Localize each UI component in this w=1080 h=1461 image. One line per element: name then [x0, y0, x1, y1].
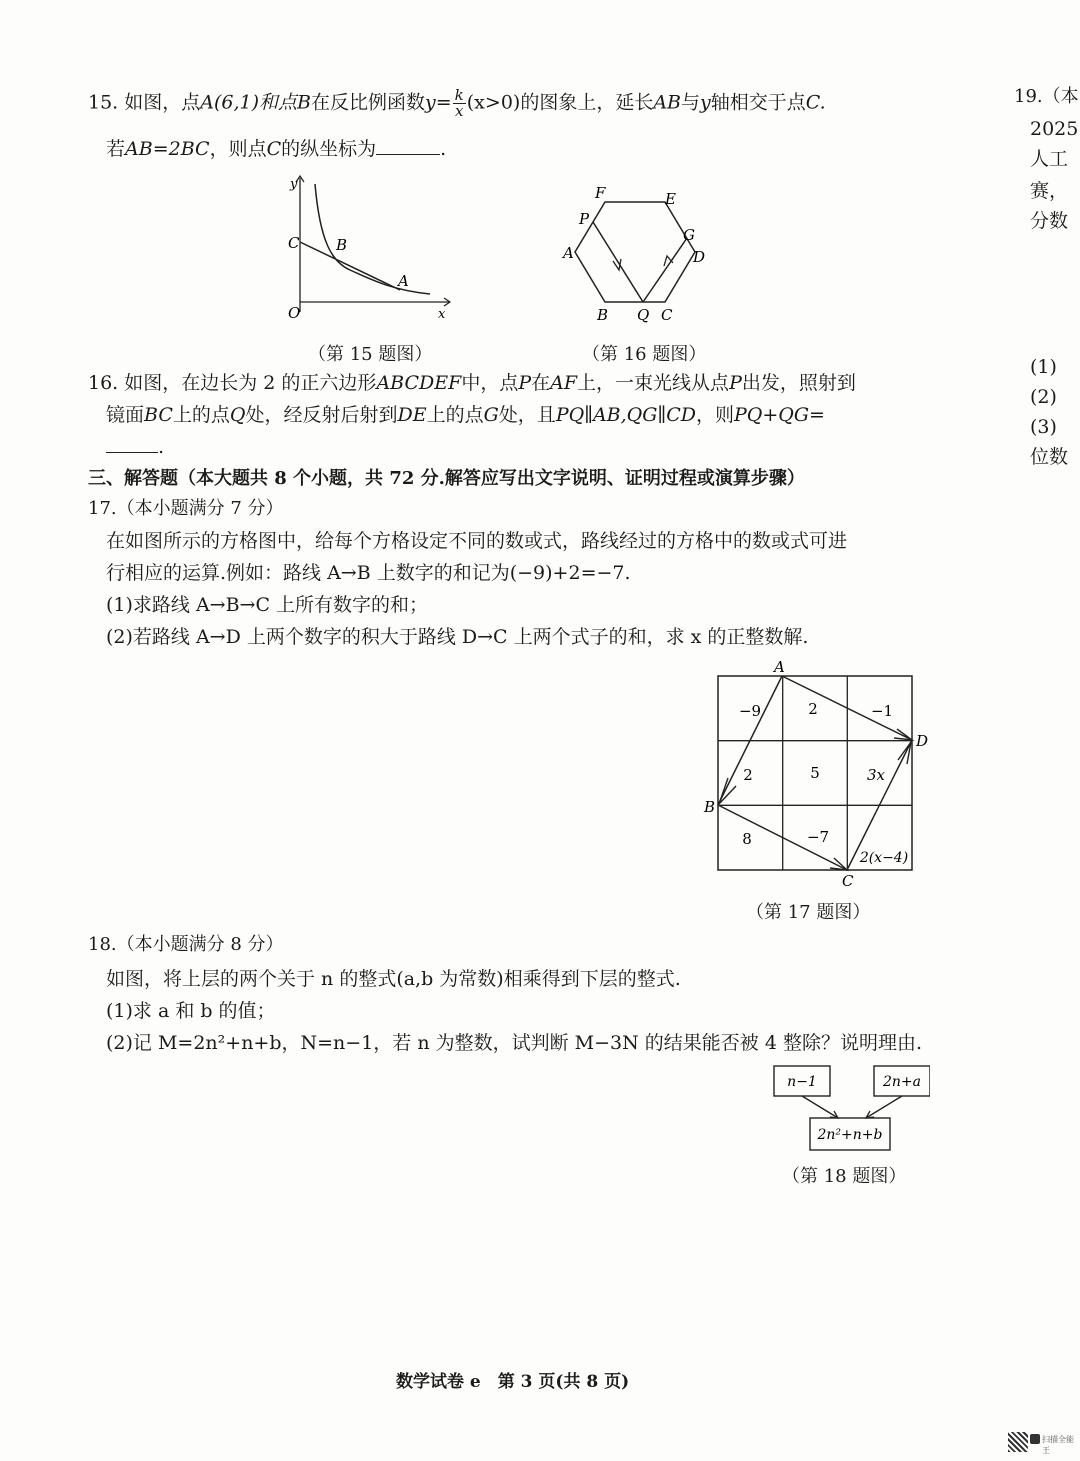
q18-head: 18.（本小题满分 8 分） [88, 934, 284, 955]
svg-text:E: E [665, 190, 676, 208]
svg-text:n−1: n−1 [787, 1074, 817, 1090]
label-b: B [336, 236, 348, 254]
svg-text:F: F [595, 184, 606, 202]
section-3-heading: 三、解答题（本大题共 8 个小题，共 72 分.解答应写出文字说明、证明过程或演算步骤） [88, 468, 805, 489]
q18-p1: 如图，将上层的两个关于 n 的整式(a,b 为常数)相乘得到下层的整式. [106, 968, 681, 990]
figure-18 [770, 1062, 930, 1158]
cell-0-1: 2 [808, 700, 818, 718]
point-d: D [916, 732, 929, 750]
scanner-logo-icon [1030, 1434, 1040, 1444]
svg-text:A: A [563, 244, 574, 262]
cell-0-2: −1 [870, 702, 894, 720]
caption-17: （第 17 题图） [746, 902, 871, 923]
cell-1-1: 5 [810, 764, 820, 782]
cell-2-0: 8 [742, 830, 752, 848]
label-a: A [398, 272, 409, 290]
point-c: C [842, 872, 854, 888]
cell-0-0: −9 [738, 702, 762, 720]
scanner-watermark: 扫描全能王 [1042, 1435, 1074, 1455]
q15-line1: 15. 如图，点A(6,1)和点B在反比例函数y= $\frac{k}{x}$ (x>0)的图象上，延长AB与y轴相交于点C. [88, 86, 826, 120]
q16-line1: 16. 如图，在边长为 2 的正六边形ABCDEF中，点P在AF上，一束光线从点P出发，照射到 [88, 372, 856, 394]
answer-blank [106, 451, 158, 453]
q18-s2: (2)记 M=2n²+n+b，N=n−1，若 n 为整数，试判断 M−3N 的结果能否被 4 整除？说明理由. [106, 1032, 922, 1054]
q19-head-partial: 19.（本 [1014, 86, 1079, 107]
q17-head: 17.（本小题满分 7 分） [88, 498, 284, 519]
ray-qg [643, 238, 687, 302]
svg-text:C: C [661, 306, 673, 324]
label-o: O [288, 304, 301, 322]
q19-sub2: (2) [1030, 386, 1057, 408]
svg-text:P: P [579, 210, 590, 228]
q19-line3: 人工 [1030, 148, 1069, 170]
label-c: C [288, 234, 300, 252]
point-b: B [704, 798, 716, 816]
ray-pq [593, 222, 643, 302]
answer-blank [376, 153, 440, 155]
cell-1-0: 2 [743, 766, 753, 784]
cell-1-2: 3x [866, 766, 886, 784]
q19-line2: 2025 [1030, 118, 1079, 140]
label-x: x [438, 307, 446, 322]
svg-text:B: B [597, 306, 609, 324]
q19-line-last: 位数 [1030, 446, 1069, 468]
point-a: A [774, 658, 785, 676]
svg-text:D: D [693, 248, 706, 266]
label-y: y [290, 177, 298, 192]
page-footer: 数学试卷 e 第 3 页(共 8 页) [396, 1372, 630, 1392]
qr-code-icon [1008, 1432, 1028, 1452]
q19-line4: 赛， [1030, 180, 1069, 202]
q17-p1: 在如图所示的方格图中，给每个方格设定不同的数或式，路线经过的方格中的数或式可进 [106, 530, 848, 552]
svg-text:2n+a: 2n+a [882, 1074, 922, 1090]
svg-text:2n²+n+b: 2n²+n+b [817, 1127, 883, 1143]
q19-sub1: (1) [1030, 356, 1057, 378]
q17-p2: 行相应的运算.例如：路线 A→B 上数字的和记为(−9)+2=−7. [106, 562, 631, 584]
cell-2-1: −7 [806, 828, 830, 846]
fraction-k-over-x: $\frac{k}{x}$ [454, 86, 464, 120]
q17-s1: (1)求路线 A→B→C 上所有数字的和； [106, 594, 429, 616]
q19-line5: 分数 [1030, 210, 1069, 232]
figure-16 [555, 182, 715, 330]
svg-text:Q: Q [637, 306, 650, 324]
q18-s1: (1)求 a 和 b 的值； [106, 1000, 276, 1022]
caption-15: （第 15 题图） [308, 344, 433, 365]
q17-s2: (2)若路线 A→D 上两个数字的积大于路线 D→C 上两个式子的和，求 x 的正整数解. [106, 626, 809, 648]
figure-15 [270, 172, 460, 322]
cell-2-2: 2(x−4) [859, 850, 909, 866]
q16-line3: . [106, 436, 164, 459]
q16-line2: 镜面BC上的点Q处，经反射后射到DE上的点G处，且PQ∥AB,QG∥CD，则PQ+QG= [106, 404, 825, 426]
caption-18: （第 18 题图） [782, 1166, 907, 1187]
line-ab [300, 242, 400, 290]
q19-sub3: (3) [1030, 416, 1057, 438]
svg-text:G: G [683, 226, 695, 244]
figure-17 [700, 656, 940, 888]
q15-line2: 若AB=2BC，则点C的纵坐标为 . [106, 138, 447, 160]
caption-16: （第 16 题图） [582, 344, 707, 365]
